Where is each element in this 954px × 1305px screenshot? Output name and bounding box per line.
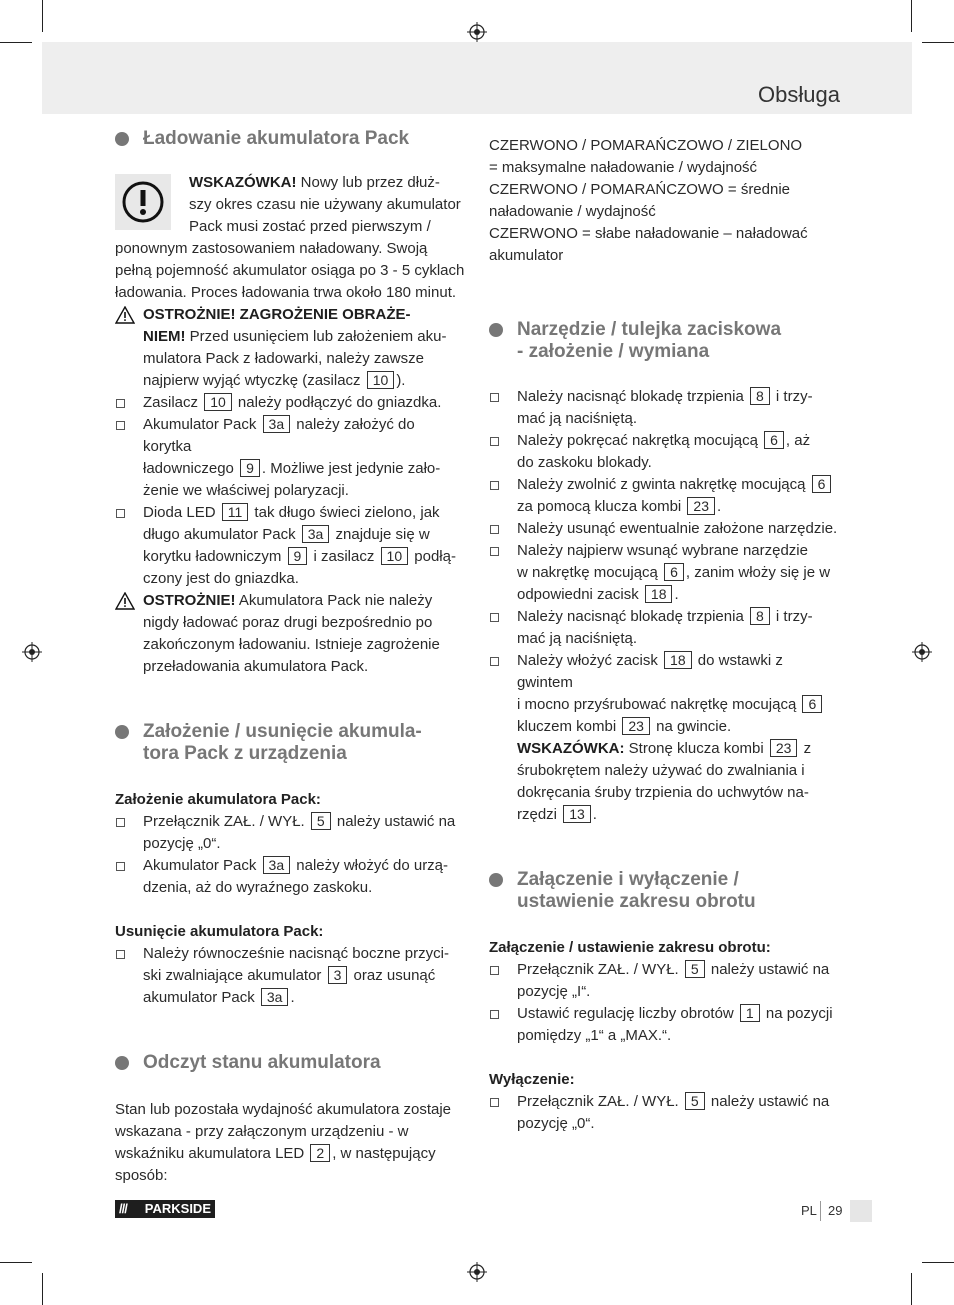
section-heading-tool-collet: Narzędzie / tulejka zaciskowa - założenie / wymiana	[489, 319, 841, 363]
list-item: Należy włożyć zacisk 18 do wstawki z gwintem i mocno przyśrubować nakrętkę mocującą 6 kluczem kombi 23 na gwincie. WSKAZÓWKA: Stronę klucza kombi 23 z śrubokrętem należy używać do zwalniania i dokręcania śruby trzpienia do uchwytów na- rzędzi 13 .	[489, 650, 841, 826]
checkbox-icon	[116, 421, 125, 430]
list-item: Ustawić regulację liczby obrotów 1 na pozycji pomiędzy „1“ a „MAX.“.	[489, 1003, 841, 1047]
charging-steps	[115, 392, 467, 590]
footer-divider	[820, 1201, 821, 1221]
subheading: Usunięcie akumulatora Pack:	[115, 923, 324, 940]
section-heading-battery-mount: Założenie / usunięcie akumula- tora Pack z urządzenia	[115, 721, 467, 765]
registration-mark-icon	[912, 642, 932, 662]
caution-block: OSTROŻNIE! Akumulatora Pack nie należy nigdy ładować poraz drugi bezpośrednio po zakończonym ładowaniu. Istnieje zagrożenie przeładowania akumulatora Pack.	[115, 590, 467, 678]
list-item: Akumulator Pack 3a należy włożyć do urzą- dzenia, aż do wyraźnego zaskoku.	[115, 855, 467, 899]
bullet-dot-icon	[115, 132, 129, 146]
bullet-dot-icon	[115, 1056, 129, 1070]
checkbox-icon	[490, 437, 499, 446]
note-block: WSKAZÓWKA! Nowy lub przez dłuż- szy okres czasu nie używany akumulator Pack musi zostać przed pierwszym / ponownym zastosowaniem naładowany. Swoją pełną pojemność akumulator osiąga po 3 - 5 cyklach ładowania. Proces ładowania trwa około 180 minut.	[115, 174, 465, 301]
section-heading-battery-status: Odczyt stanu akumulatora	[115, 1052, 467, 1074]
list-item: Należy równocześnie nacisnąć boczne przyci- ski zwalniające akumulator 3 oraz usunąć akumulator Pack 3a .	[115, 943, 467, 1009]
list-item: Dioda LED 11 tak długo świeci zielono, jak długo akumulator Pack 3a znajduje się w korytku ładowniczym 9 i zasilacz 10 podłą- czony jest do gniazdka.	[115, 502, 467, 590]
part-ref: 10	[367, 371, 395, 389]
list-item: Przełącznik ZAŁ. / WYŁ. 5 należy ustawić na pozycję „0“.	[115, 811, 467, 855]
list-item: Należy pokręcać nakrętką mocującą 6 , aż do zaskoku blokady.	[489, 430, 841, 474]
crop-mark	[922, 42, 954, 43]
checkbox-icon	[490, 481, 499, 490]
checkbox-icon	[116, 862, 125, 871]
subheading: Założenie akumulatora Pack:	[115, 791, 321, 808]
registration-mark-icon	[467, 1262, 487, 1282]
page-number: 29	[828, 1203, 843, 1218]
warning-triangle-icon	[115, 592, 135, 610]
footer-language: PL	[801, 1203, 817, 1218]
right-column	[489, 135, 841, 1135]
section-heading-charging: Ładowanie akumulatora Pack	[115, 128, 467, 150]
list-item: Przełącznik ZAŁ. / WYŁ. 5 należy ustawić na pozycję „I“.	[489, 959, 841, 1003]
page-title: Obsługa	[758, 82, 840, 107]
checkbox-icon	[490, 393, 499, 402]
bullet-dot-icon	[489, 323, 503, 337]
list-item: Należy nacisnąć blokadę trzpienia 8 i trzy- mać ją naciśniętą.	[489, 606, 841, 650]
tool-steps	[489, 386, 841, 826]
caution-block: OSTROŻNIE! ZAGROŻENIE OBRAŻE- NIEM! Przed usunięciem lub założeniem aku- mulatora Pack z ładowarki, należy zawsze najpierw wyjąć wtyczkę (zasilacz 10 ).	[115, 304, 467, 392]
bullet-dot-icon	[115, 725, 129, 739]
bullet-dot-icon	[489, 873, 503, 887]
footer-tab	[850, 1200, 872, 1222]
list-item: Należy najpierw wsunąć wybrane narzędzie w nakrętkę mocującą 6 , zanim włoży się je w odpowiedni zacisk 18 .	[489, 540, 841, 606]
warning-triangle-icon	[115, 306, 135, 324]
list-item: Przełącznik ZAŁ. / WYŁ. 5 należy ustawić na pozycję „0“.	[489, 1091, 841, 1135]
crop-mark	[911, 0, 912, 32]
checkbox-icon	[490, 525, 499, 534]
checkbox-icon	[116, 509, 125, 518]
checkbox-icon	[116, 399, 125, 408]
list-item: Zasilacz 10 należy podłączyć do gniazdka.	[115, 392, 467, 414]
battery-status-text: Stan lub pozostała wydajność akumulatora zostaje wskazana - przy załączonym urządzeniu - w wskaźniku akumulatora LED 2 , w następujący sposób:	[115, 1101, 452, 1184]
registration-mark-icon	[22, 642, 42, 662]
list-item: Należy nacisnąć blokadę trzpienia 8 i trzy- mać ją naciśniętą.	[489, 386, 841, 430]
checkbox-icon	[116, 950, 125, 959]
checkbox-icon	[490, 966, 499, 975]
crop-mark	[922, 1262, 954, 1263]
crop-mark	[0, 1262, 32, 1263]
list-item: Należy usunąć ewentualnie założone narzędzie.	[489, 518, 841, 540]
list-item: Akumulator Pack 3a należy założyć do korytka ładowniczego 9 . Możliwe jest jedynie zało- żenie we właściwej polaryzacji.	[115, 414, 467, 502]
note-label: WSKAZÓWKA:	[517, 740, 625, 757]
subheading: Wyłączenie:	[489, 1071, 575, 1088]
section-heading-switch-speed: Załączenie i wyłączenie / ustawienie zakresu obrotu	[489, 869, 841, 913]
left-column	[115, 128, 467, 1187]
crop-mark	[0, 42, 32, 43]
checkbox-icon	[490, 613, 499, 622]
checkbox-icon	[490, 1098, 499, 1107]
checkbox-icon	[490, 657, 499, 666]
crop-mark	[42, 0, 43, 32]
crop-mark	[911, 1273, 912, 1305]
checkbox-icon	[116, 818, 125, 827]
note-label: WSKAZÓWKA!	[189, 174, 297, 191]
subheading: Załączenie / ustawienie zakresu obrotu:	[489, 939, 771, 956]
led-legend: CZERWONO / POMARAŃCZOWO / ZIELONO = maksymalne naładowanie / wydajność CZERWONO / POMARAŃCZOWO = średnie naładowanie / wydajność CZERWONO = słabe naładowanie – naładować akumulator	[489, 137, 808, 264]
checkbox-icon	[490, 547, 499, 556]
brand-logo: /// PARKSIDE	[115, 1200, 215, 1218]
checkbox-icon	[490, 1010, 499, 1019]
crop-mark	[42, 1273, 43, 1305]
exclamation-icon	[115, 174, 171, 230]
registration-mark-icon	[467, 22, 487, 42]
list-item: Należy zwolnić z gwinta nakrętkę mocującą 6 za pomocą klucza kombi 23 .	[489, 474, 841, 518]
